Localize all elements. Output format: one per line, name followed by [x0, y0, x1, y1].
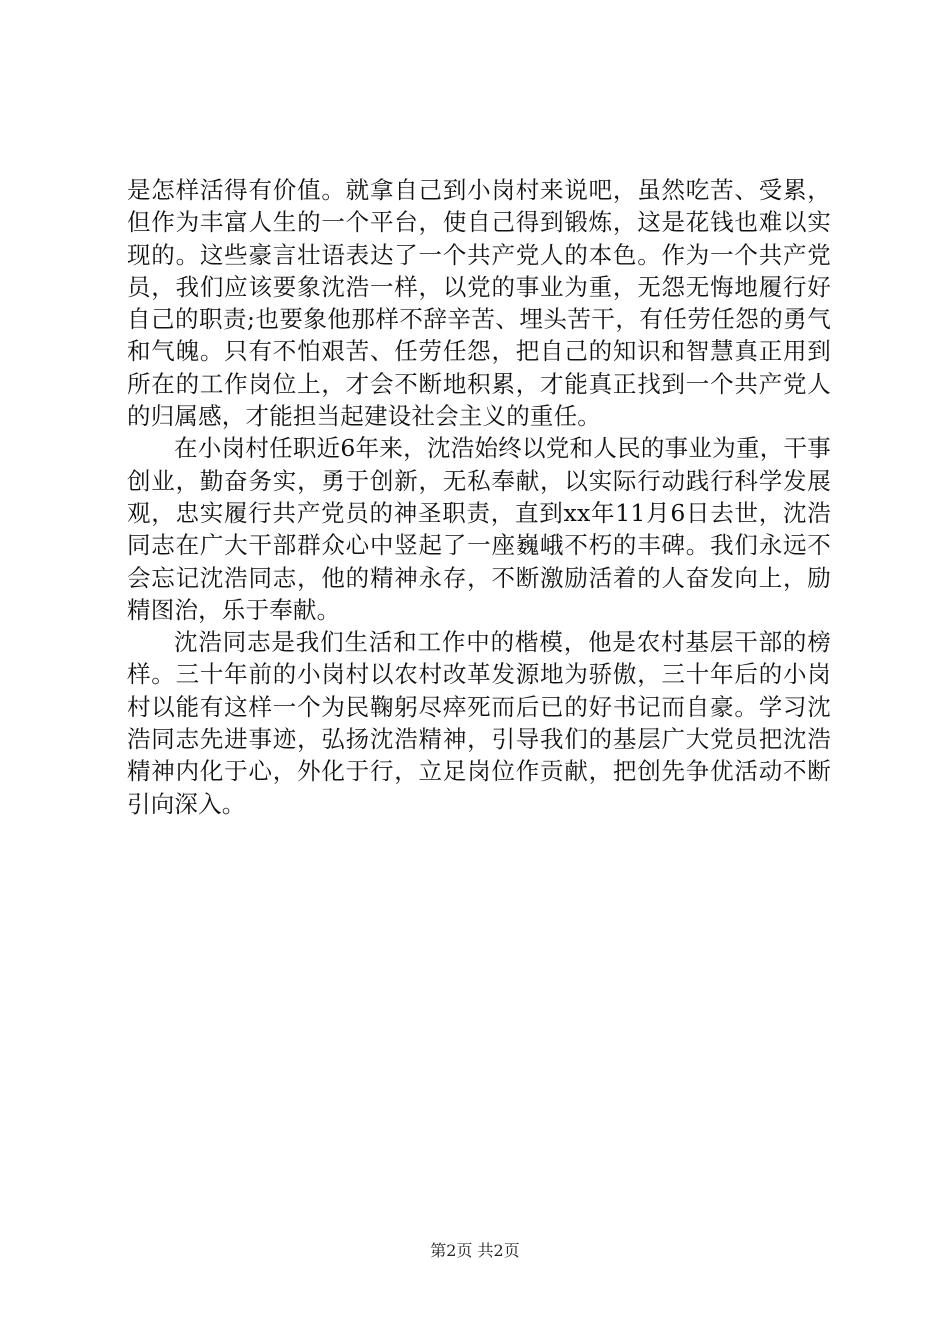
page-footer: 第2页 共2页 [430, 1241, 520, 1260]
paragraph-1: 是怎样活得有价值。就拿自己到小岗村来说吧，虽然吃苦、受累，但作为丰富人生的一个平台，使自己得到锻炼，这是花钱也难以实现的。这些豪言壮语表达了一个共产党人的本色。作为一个共产党员，我们应该要象沈浩一样，以党的事业为重，无怨无悔地履行好自己的职责;也要象他那样不辞辛苦、埋头苦干，有任劳任怨的勇气和气魄。只有不怕艰苦、任劳任怨，把自己的知识和智慧真正用到所在的工作岗位上，才会不断地积累，才能真正找到一个共产党人的归属感，才能担当起建设社会主义的重任。 [127, 176, 831, 431]
paragraph-3: 沈浩同志是我们生活和工作中的楷模，他是农村基层干部的榜样。三十年前的小岗村以农村改革发源地为骄傲，三十年后的小岗村以能有这样一个为民鞠躬尽瘁死而后已的好书记而自豪。学习沈浩同志先进事迹，弘扬沈浩精神，引导我们的基层广大党员把沈浩精神内化于心，外化于行，立足岗位作贡献，把创先争优活动不断引向深入。 [127, 628, 831, 818]
document-body [127, 174, 831, 820]
paragraph-2: 在小岗村任职近6年来，沈浩始终以党和人民的事业为重，干事创业，勤奋务实，勇于创新，无私奉献，以实际行动践行科学发展观，忠实履行共产党员的神圣职责，直到xx年11月6日去世，沈浩同志在广大干部群众心中竖起了一座巍峨不朽的丰碑。我们永远不会忘记沈浩同志，他的精神永存，不断激励活着的人奋发向上，励精图治，乐于奉献。 [127, 434, 831, 624]
